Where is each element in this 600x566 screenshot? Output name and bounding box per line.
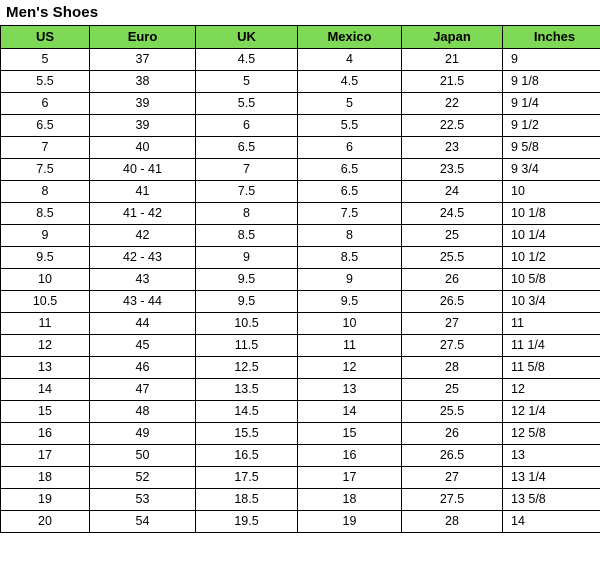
- cell-japan: 21: [402, 49, 503, 71]
- cell-euro: 48: [90, 401, 196, 423]
- size-chart-table: [0, 25, 600, 533]
- column-header-euro: Euro: [90, 26, 196, 49]
- cell-mexico: 16: [298, 445, 402, 467]
- cell-mexico: 4.5: [298, 71, 402, 93]
- table-row: [1, 291, 600, 313]
- cell-japan: 25.5: [402, 401, 503, 423]
- cell-uk: 6: [196, 115, 298, 137]
- cell-japan: 22: [402, 93, 503, 115]
- cell-inches: 12 1/4: [503, 401, 600, 423]
- cell-inches: 9 3/4: [503, 159, 600, 181]
- cell-inches: 13: [503, 445, 600, 467]
- cell-mexico: 7.5: [298, 203, 402, 225]
- cell-us: 19: [1, 489, 90, 511]
- table-body: [1, 49, 600, 533]
- cell-mexico: 5: [298, 93, 402, 115]
- cell-mexico: 4: [298, 49, 402, 71]
- cell-japan: 24.5: [402, 203, 503, 225]
- cell-mexico: 19: [298, 511, 402, 533]
- table-row: [1, 445, 600, 467]
- cell-japan: 27.5: [402, 335, 503, 357]
- cell-uk: 5: [196, 71, 298, 93]
- table-row: [1, 489, 600, 511]
- cell-us: 7.5: [1, 159, 90, 181]
- cell-uk: 4.5: [196, 49, 298, 71]
- cell-euro: 49: [90, 423, 196, 445]
- cell-uk: 8.5: [196, 225, 298, 247]
- cell-us: 10: [1, 269, 90, 291]
- cell-mexico: 8.5: [298, 247, 402, 269]
- column-header-uk: UK: [196, 26, 298, 49]
- column-header-mexico: Mexico: [298, 26, 402, 49]
- cell-mexico: 6: [298, 137, 402, 159]
- table-row: [1, 511, 600, 533]
- cell-uk: 15.5: [196, 423, 298, 445]
- cell-inches: 12: [503, 379, 600, 401]
- table-row: [1, 269, 600, 291]
- cell-euro: 46: [90, 357, 196, 379]
- cell-japan: 21.5: [402, 71, 503, 93]
- cell-us: 6: [1, 93, 90, 115]
- cell-inches: 13 1/4: [503, 467, 600, 489]
- cell-us: 8: [1, 181, 90, 203]
- cell-inches: 10 1/2: [503, 247, 600, 269]
- cell-euro: 50: [90, 445, 196, 467]
- table-row: [1, 159, 600, 181]
- cell-euro: 42: [90, 225, 196, 247]
- table-row: [1, 247, 600, 269]
- cell-euro: 53: [90, 489, 196, 511]
- cell-uk: 9: [196, 247, 298, 269]
- cell-uk: 18.5: [196, 489, 298, 511]
- cell-uk: 19.5: [196, 511, 298, 533]
- cell-mexico: 18: [298, 489, 402, 511]
- cell-us: 5.5: [1, 71, 90, 93]
- cell-euro: 52: [90, 467, 196, 489]
- cell-mexico: 9: [298, 269, 402, 291]
- cell-uk: 9.5: [196, 291, 298, 313]
- cell-us: 14: [1, 379, 90, 401]
- cell-uk: 14.5: [196, 401, 298, 423]
- cell-inches: 9 1/4: [503, 93, 600, 115]
- cell-mexico: 9.5: [298, 291, 402, 313]
- column-header-japan: Japan: [402, 26, 503, 49]
- cell-japan: 27: [402, 467, 503, 489]
- table-header: [1, 26, 600, 49]
- cell-mexico: 13: [298, 379, 402, 401]
- cell-us: 8.5: [1, 203, 90, 225]
- cell-us: 15: [1, 401, 90, 423]
- cell-euro: 38: [90, 71, 196, 93]
- cell-japan: 27: [402, 313, 503, 335]
- cell-mexico: 5.5: [298, 115, 402, 137]
- cell-us: 10.5: [1, 291, 90, 313]
- cell-us: 6.5: [1, 115, 90, 137]
- cell-uk: 5.5: [196, 93, 298, 115]
- cell-inches: 12 5/8: [503, 423, 600, 445]
- cell-inches: 14: [503, 511, 600, 533]
- cell-inches: 9: [503, 49, 600, 71]
- cell-inches: 10 1/4: [503, 225, 600, 247]
- table-row: [1, 49, 600, 71]
- cell-japan: 22.5: [402, 115, 503, 137]
- bottom-spacer: [0, 533, 600, 559]
- table-header-row: [1, 26, 600, 49]
- cell-inches: 11 1/4: [503, 335, 600, 357]
- cell-us: 13: [1, 357, 90, 379]
- cell-mexico: 6.5: [298, 181, 402, 203]
- table-row: [1, 203, 600, 225]
- cell-inches: 10: [503, 181, 600, 203]
- cell-euro: 42 - 43: [90, 247, 196, 269]
- cell-japan: 26: [402, 423, 503, 445]
- cell-inches: 11: [503, 313, 600, 335]
- cell-us: 5: [1, 49, 90, 71]
- cell-uk: 16.5: [196, 445, 298, 467]
- cell-inches: 13 5/8: [503, 489, 600, 511]
- cell-euro: 40 - 41: [90, 159, 196, 181]
- cell-uk: 11.5: [196, 335, 298, 357]
- cell-inches: 9 5/8: [503, 137, 600, 159]
- cell-uk: 13.5: [196, 379, 298, 401]
- table-row: [1, 423, 600, 445]
- cell-japan: 25: [402, 225, 503, 247]
- cell-japan: 26.5: [402, 291, 503, 313]
- table-row: [1, 313, 600, 335]
- cell-euro: 41 - 42: [90, 203, 196, 225]
- cell-mexico: 15: [298, 423, 402, 445]
- cell-japan: 25.5: [402, 247, 503, 269]
- cell-mexico: 12: [298, 357, 402, 379]
- cell-japan: 23.5: [402, 159, 503, 181]
- cell-mexico: 8: [298, 225, 402, 247]
- cell-japan: 28: [402, 357, 503, 379]
- table-row: [1, 335, 600, 357]
- cell-uk: 6.5: [196, 137, 298, 159]
- cell-uk: 7.5: [196, 181, 298, 203]
- table-row: [1, 467, 600, 489]
- cell-japan: 24: [402, 181, 503, 203]
- cell-japan: 26: [402, 269, 503, 291]
- cell-us: 18: [1, 467, 90, 489]
- table-row: [1, 115, 600, 137]
- cell-mexico: 6.5: [298, 159, 402, 181]
- cell-us: 16: [1, 423, 90, 445]
- cell-japan: 26.5: [402, 445, 503, 467]
- cell-us: 12: [1, 335, 90, 357]
- cell-us: 7: [1, 137, 90, 159]
- cell-euro: 45: [90, 335, 196, 357]
- cell-mexico: 14: [298, 401, 402, 423]
- table-row: [1, 225, 600, 247]
- cell-euro: 47: [90, 379, 196, 401]
- page-title: Men's Shoes: [6, 4, 99, 21]
- cell-inches: 9 1/2: [503, 115, 600, 137]
- cell-japan: 28: [402, 511, 503, 533]
- cell-inches: 10 3/4: [503, 291, 600, 313]
- cell-euro: 40: [90, 137, 196, 159]
- cell-inches: 10 5/8: [503, 269, 600, 291]
- cell-us: 20: [1, 511, 90, 533]
- cell-euro: 39: [90, 93, 196, 115]
- table-row: [1, 93, 600, 115]
- cell-us: 9: [1, 225, 90, 247]
- table-row: [1, 379, 600, 401]
- table-row: [1, 401, 600, 423]
- table-row: [1, 71, 600, 93]
- cell-us: 11: [1, 313, 90, 335]
- cell-japan: 27.5: [402, 489, 503, 511]
- column-header-us: US: [1, 26, 90, 49]
- cell-inches: 9 1/8: [503, 71, 600, 93]
- cell-euro: 39: [90, 115, 196, 137]
- cell-euro: 37: [90, 49, 196, 71]
- cell-euro: 43 - 44: [90, 291, 196, 313]
- cell-japan: 23: [402, 137, 503, 159]
- cell-us: 9.5: [1, 247, 90, 269]
- cell-euro: 54: [90, 511, 196, 533]
- cell-uk: 8: [196, 203, 298, 225]
- cell-mexico: 11: [298, 335, 402, 357]
- column-header-inches: Inches: [503, 26, 600, 49]
- cell-uk: 10.5: [196, 313, 298, 335]
- cell-euro: 44: [90, 313, 196, 335]
- cell-euro: 43: [90, 269, 196, 291]
- cell-euro: 41: [90, 181, 196, 203]
- cell-mexico: 10: [298, 313, 402, 335]
- cell-uk: 17.5: [196, 467, 298, 489]
- cell-inches: 10 1/8: [503, 203, 600, 225]
- cell-mexico: 17: [298, 467, 402, 489]
- table-row: [1, 181, 600, 203]
- cell-uk: 9.5: [196, 269, 298, 291]
- cell-uk: 7: [196, 159, 298, 181]
- cell-japan: 25: [402, 379, 503, 401]
- cell-uk: 12.5: [196, 357, 298, 379]
- table-row: [1, 137, 600, 159]
- cell-us: 17: [1, 445, 90, 467]
- table-row: [1, 357, 600, 379]
- cell-inches: 11 5/8: [503, 357, 600, 379]
